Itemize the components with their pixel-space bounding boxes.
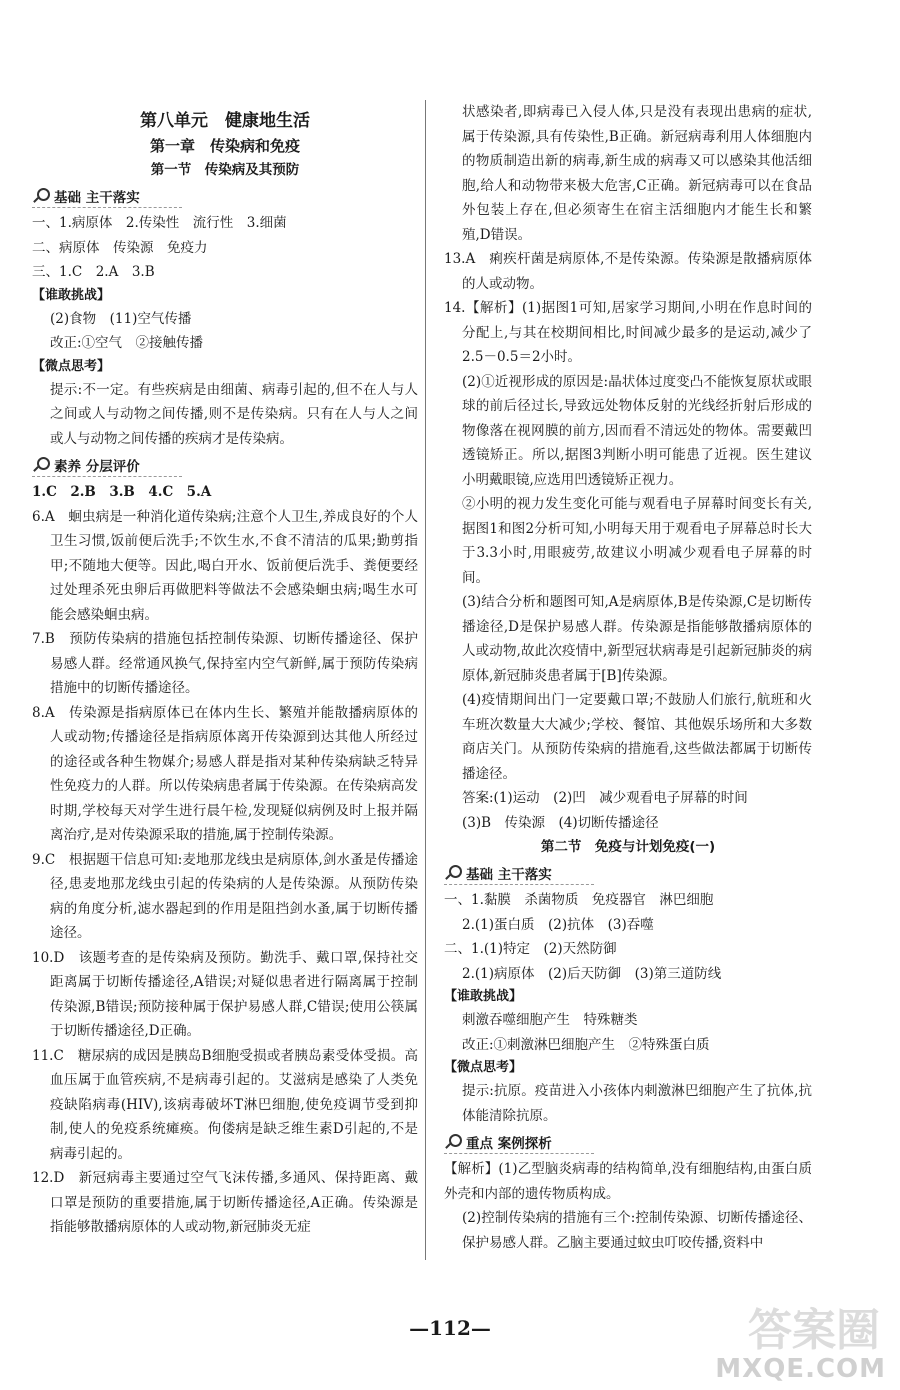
magnifier-icon — [444, 864, 462, 882]
magnifier-icon — [32, 456, 50, 474]
answer-line: 2.(1)病原体 (2)后天防御 (3)第三道防线 — [462, 965, 722, 982]
question-answer-14-part4: (3)结合分析和题图可知,A是病原体,B是传染源,C是切断传播途径,D是保护易感人群。传染源是指能够散播病原体的人或动物,故此次疫情中,新型冠状病毒是引起新冠肺炎的病原体,新冠肺炎患者属于[B]传染源。 — [462, 594, 812, 684]
question-answer-7: 7.B 预防传染病的措施包括控制传染源、切断传播途径、保护易感人群。经常通风换气,保持室内空气新鲜,属于预防传染病措施中的切断传播途径。 — [32, 631, 418, 696]
question-answer-11: 11.C 糖尿病的成因是胰岛B细胞受损或者胰岛素受体受损。高血压属于血管疾病,不是病毒引起的。艾滋病是感染了人类免疫缺陷病毒(HIV),该病毒破坏T淋巴细胞,使免疫调节受到抑制,使人的免疫系统瘫痪。佝偻病是缺乏维生素D引起的,不是病毒引起的。 — [32, 1047, 418, 1162]
hint-paragraph: 提示:不一定。有些疾病是由细菌、病毒引起的,但不在人与人之间或人与动物之间传播,则不是传染病。只有在人与人之间或人与动物之间传播的疾病才是传染病。 — [50, 381, 418, 447]
answer-line: 一、1.病原体 2.传染性 流行性 3.细菌 — [32, 215, 287, 231]
question-answer-14-part5: (4)疫情期间出门一定要戴口罩;不鼓励人们旅行,航班和火车班次数量大大减少;学校、餐馆、其他娱乐场所和大多数商店关门。从预防传染病的措施看,这些做法都属于切断传播途径。 — [462, 692, 812, 782]
analysis-paragraph: 【解析】(1)乙型脑炎病毒的结构简单,没有细胞结构,由蛋白质外壳和内部的遗传物质构成。 — [444, 1161, 812, 1202]
analysis-paragraph: (2)控制传染病的措施有三个:控制传染源、切断传播途径、保护易感人群。乙脑主要通过蚊虫叮咬传播,资料中 — [462, 1210, 812, 1251]
section-heading-2: 第二节 免疫与计划免疫(一) — [540, 839, 716, 855]
magnifier-icon — [32, 187, 50, 205]
answer-line: 一、1.黏膜 杀菌物质 免疫器官 淋巴细胞 — [444, 892, 714, 908]
section-label-basics — [32, 185, 182, 208]
question-answer-10: 10.D 该题考查的是传染病及预防。勤洗手、戴口罩,保持社交距离属于切断传播途径,A错误;对疑似患者进行隔离属于控制传染源,B错误;预防接种属于保护易感人群,C错误;使用公筷属于切断传播途径,D正确。 — [32, 949, 418, 1039]
question-answer-13: 13.A 痢疾杆菌是病原体,不是传染源。传染源是散播病原体的人或动物。 — [444, 251, 812, 292]
section-label-case-study — [444, 1131, 594, 1154]
hint-paragraph: 提示:抗原。疫苗进入小孩体内刺激淋巴细胞产生了抗体,抗体能清除抗原。 — [462, 1083, 812, 1124]
answer-line: 改正:①刺激淋巴细胞产生 ②特殊蛋白质 — [462, 1036, 710, 1053]
section-heading-1: 第一节 传染病及其预防 — [150, 162, 300, 178]
section-label-text: 基础 主干落实 — [54, 190, 140, 206]
section-label-text: 素养 分层评价 — [54, 459, 140, 475]
question-answer-8: 8.A 传染源是指病原体已在体内生长、繁殖并能散播病原体的人或动物;传播途径是指病原体离开传染源到达其他人所经过的途径或各种生物媒介;易感人群是指对某种传染病缺乏特异性免疫力的人群。所以传染病患者属于传染源。在传染病高发时期,学校每天对学生进行晨午检,发现疑似病例及时上报并隔离治疗,是对传染源采取的措施,属于控制传染源。 — [32, 704, 418, 843]
section-label-evaluation — [32, 454, 182, 477]
chapter-heading: 第一章 传染病和免疫 — [149, 137, 300, 155]
section-label-basics — [444, 862, 594, 885]
answer-line: 二、1.(1)特定 (2)天然防御 — [444, 941, 617, 957]
question-answer-9: 9.C 根据题干信息可知:麦地那龙线虫是病原体,剑水蚤是传播途径,患麦地那龙线虫引起的传染病的人是传染源。从预防传染病的角度分析,滤水器起到的作用是阻挡剑水蚤,属于切断传播途径。 — [32, 851, 418, 941]
right-column — [444, 100, 812, 1255]
answer-line: 改正:①空气 ②接触传播 — [50, 335, 204, 351]
section-label-text: 基础 主干落实 — [466, 867, 552, 883]
answer-line: 1.C 2.B 3.B 4.C 5.A — [32, 484, 212, 500]
question-answer-12: 12.D 新冠病毒主要通过空气飞沫传播,多通风、保持距离、戴口罩是预防的重要措施,属于切断传播途径,A正确。传染源是指能够散播病原体的人或动物,新冠肺炎无症 — [32, 1170, 418, 1235]
left-column — [32, 108, 418, 1240]
answer-line: 2.(1)蛋白质 (2)抗体 (3)吞噬 — [462, 916, 654, 933]
thinking-tag: 【微点思考】 — [444, 1060, 523, 1075]
question-answer-6: 6.A 蛔虫病是一种消化道传染病;注意个人卫生,养成良好的个人卫生习惯,饭前便后洗手;不饮生水,不食不清洁的瓜果;勤剪指甲;不随地大便等。因此,喝白开水、饭前便后洗手、粪便要经过处理杀死虫卵后再做肥料等做法不会感染蛔虫病;喝生水可能会感染蛔虫病。 — [32, 508, 418, 623]
question-answer-14-part1: 14.【解析】(1)据图1可知,居家学习期间,小明在作息时间的分配上,与其在校期间相比,时间减少最多的是运动,减少了2.5－0.5＝2小时。 — [444, 300, 812, 365]
answer-line: 二、病原体 传染源 免疫力 — [32, 239, 208, 256]
challenge-tag: 【谁敢挑战】 — [444, 989, 523, 1004]
section-label-text: 重点 案例探析 — [466, 1136, 552, 1152]
answer-line: 刺激吞噬细胞产生 特殊糖类 — [462, 1012, 638, 1028]
magnifier-icon — [444, 1133, 462, 1151]
watermark-logo: 答案圈 — [748, 1305, 880, 1356]
answer-summary-line: (3)B 传染源 (4)切断传播途径 — [462, 814, 659, 831]
unit-heading: 第八单元 健康地生活 — [140, 111, 310, 131]
question-answer-14-part3: ②小明的视力发生变化可能与观看电子屏幕时间变长有关,据图1和图2分析可知,小明每天用于观看电子屏幕总时长大于3.3小时,用眼疲劳,故建议小明减少观看电子屏幕的时间。 — [462, 496, 812, 586]
question-answer-12-continued: 状感染者,即病毒已入侵人体,只是没有表现出患病的症状,属于传染源,具有传染性,B正确。新冠病毒利用人体细胞内的物质制造出新的病毒,新生成的病毒又可以感染其他活细胞,给人和动物带来极大危害,C正确。新冠病毒可以在食品外包装上存在,但必须寄生在宿主活细胞内才能生长和繁殖,D错误。 — [462, 104, 812, 243]
answer-line: 三、1.C 2.A 3.B — [32, 264, 155, 280]
answer-line: (2)食物 (11)空气传播 — [50, 310, 192, 327]
watermark — [686, 1294, 886, 1384]
thinking-tag: 【微点思考】 — [32, 358, 111, 374]
column-divider — [425, 100, 426, 1260]
answer-summary-line: 答案:(1)运动 (2)凹 减少观看电子屏幕的时间 — [462, 790, 748, 806]
page-number: —112— — [409, 1316, 491, 1340]
question-answer-14-part2: (2)①近视形成的原因是:晶状体过度变凸不能恢复原状或眼球的前后径过长,导致远处物体反射的光线经折射后形成的物像落在视网膜的前方,因而看不清远处的物体。需要戴凹透镜矫正。所以,据图3判断小明可能患了近视。医生建议小明戴眼镜,应选用凹透镜矫正视力。 — [462, 373, 812, 488]
challenge-tag: 【谁敢挑战】 — [32, 287, 111, 303]
watermark-text: MXQE.COM — [715, 1354, 886, 1384]
